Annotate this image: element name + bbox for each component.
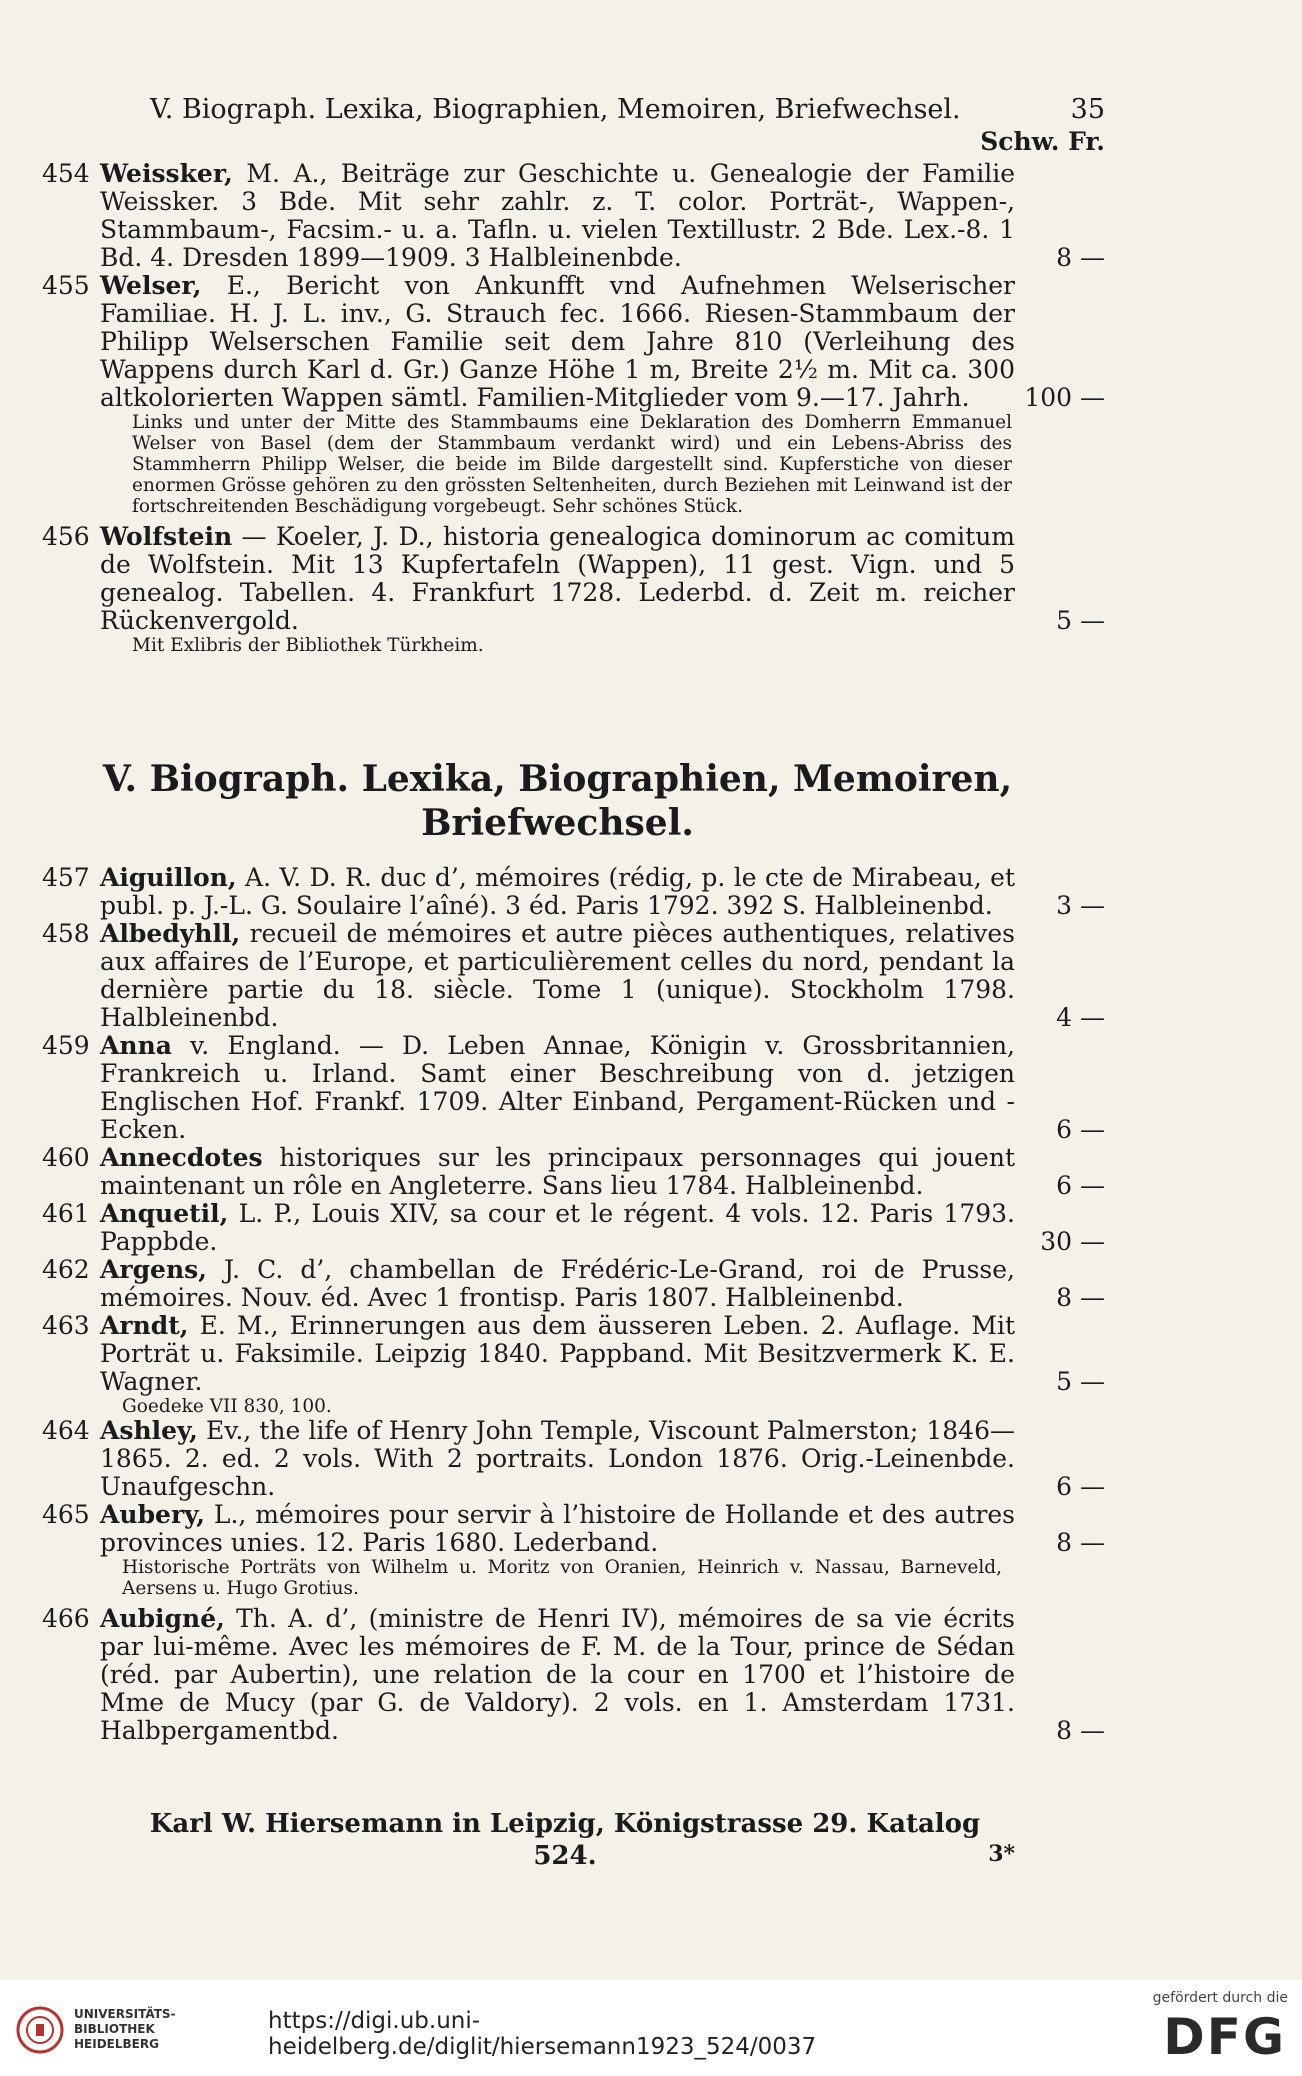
library-seal-icon [14, 2005, 66, 2055]
entry-text [100, 1032, 1015, 1144]
entry-text [100, 160, 1015, 272]
entry-note: Historische Porträts von Wilhelm u. Moritz von Oranien, Heinrich v. Nassau, Barneveld, Aersens u. Hugo Grotius. [122, 1557, 1002, 1599]
entry-description: L. P., Louis XIV, sa cour et le régent. 4 vols. 12. Paris 1793. Pappbde. [100, 1199, 1015, 1256]
entry-name: Aiguillon, [100, 863, 237, 892]
entry-description: Th. A. d’, (ministre de Henri IV), mémoires de sa vie écrits par lui-même. Avec les mémoires de F. M. de la Tour, prince de Sédan (réd. par Aubertin), une relation de la cour en 1700 et l’histoire de Mme de Mucy (par G. de Valdory). 2 vols. en 1. Amsterdam 1731. Halbpergamentbd. [100, 1604, 1015, 1745]
entries-after-section [0, 864, 1302, 1745]
catalog-entry [0, 864, 1302, 920]
entry-name: Annecdotes [100, 1143, 263, 1172]
catalog-entry [0, 272, 1302, 412]
catalog-entry [0, 523, 1302, 635]
lot-number: 466 [42, 1604, 90, 1633]
entry-price: 100 — [1024, 383, 1105, 412]
entry-description: recueil de mémoires et autre pièces authentiques, relatives aux affaires de l’Europe, et particulièrement celles du nord, pendant la dernière partie du 18. siècle. Tome 1 (unique). Stockholm 1798. Halbleinenbd. [100, 919, 1015, 1032]
sheet-signature: 3* [988, 1841, 1015, 1867]
entry-text [100, 1605, 1015, 1745]
entry-price: 8 — [1056, 1528, 1105, 1557]
entry-name: Anna [100, 1031, 172, 1060]
catalog-entry [0, 1605, 1302, 1745]
entry-description: E. M., Erinnerungen aus dem äusseren Leben. 2. Auflage. Mit Porträt u. Faksimile. Leipzig 1840. Pappband. Mit Besitzvermerk K. E. Wagner. [100, 1311, 1015, 1396]
entry-note: Mit Exlibris der Bibliothek Türkheim. [132, 635, 484, 656]
running-head-title: V. Biograph. Lexika, Biographien, Memoiren, Briefwechsel. [150, 94, 961, 125]
lot-number: 465 [42, 1500, 90, 1529]
catalog-entry [0, 1200, 1302, 1256]
entry-text [100, 523, 1015, 635]
entry-description: v. England. — D. Leben Annae, Königin v. Grossbritannien, Frankreich u. Irland. Samt einer Beschreibung von d. jetzigen Englischen Hof. Frankf. 1709. Alter Einband, Pergament-Rücken und -Ecken. [100, 1031, 1015, 1144]
entry-name: Aubigné, [100, 1604, 225, 1633]
entry-name: Argens, [100, 1255, 207, 1284]
entry-description: J. C. d’, chambellan de Frédéric-Le-Grand, roi de Prusse, mémoires. Nouv. éd. Avec 1 frontisp. Paris 1807. Halbleinenbd. [100, 1255, 1015, 1312]
entry-name: Wolfstein [100, 522, 233, 551]
entry-description: M. A., Beiträge zur Geschichte u. Genealogie der Familie Weissker. 3 Bde. Mit sehr zahlr. z. T. color. Porträt-, Wappen-, Stammbaum-, Facsim.- u. a. Tafln. u. vielen Textillustr. 2 Bde. Lex.-8. 1 Bd. 4. Dresden 1899—1909. 3 Halbleinenbde. [100, 159, 1015, 272]
library-name-line: HEIDELBERG [74, 2037, 159, 2051]
entry-text [100, 920, 1015, 1032]
funding-note: gefördert durch die [1152, 1990, 1288, 2006]
catalog-entry [0, 1312, 1302, 1396]
entry-price: 6 — [1056, 1472, 1105, 1501]
entry-description: — Koeler, J. D., historia genealogica dominorum ac comitum de Wolfstein. Mit 13 Kupfertafeln (Wappen), 11 gest. Vign. und 5 genealog. Tabellen. 4. Frankfurt 1728. Lederbd. d. Zeit m. reicher Rückenvergold. [100, 522, 1015, 635]
catalog-entry [0, 1501, 1302, 1557]
catalog-entry [0, 1417, 1302, 1501]
entry-note: Links und unter der Mitte des Stammbaums eine Deklaration des Domherrn Emmanuel Welser von Basel (dem der Stammbaum verdankt wird) und ein Lebens-Abriss des Stammherrn Philipp Welser, die beide im Bilde dargestellt sind. Kupferstiche von dieser enormen Grösse gehören zu den grössten Seltenheiten, durch Beziehen mit Leinwand ist der fortschreitenden Beschädigung vorgebeugt. Sehr schönes Stück. [132, 412, 1012, 517]
document-url[interactable]: https://digi.ub.uni-heidelberg.de/diglit/hiersemann1923_524/0037 [268, 2008, 817, 2060]
entry-price: 30 — [1040, 1227, 1105, 1256]
library-logo[interactable] [14, 2005, 184, 2055]
entry-name: Ashley, [100, 1416, 198, 1445]
entry-name: Welser, [100, 271, 202, 300]
entry-text [100, 1417, 1015, 1501]
section-heading: V. Biograph. Lexika, Biographien, Memoiren, Briefwechsel. [102, 758, 1013, 844]
entry-description: L., mémoires pour servir à l’histoire de Hollande et des autres provinces unies. 12. Paris 1680. Lederband. [100, 1500, 1015, 1557]
entry-description: historiques sur les principaux personnages qui jouent maintenant un rôle en Angleterre. Sans lieu 1784. Halbleinenbd. [100, 1143, 1015, 1200]
entry-price: 4 — [1056, 1003, 1105, 1032]
entry-note: Goedeke VII 830, 100. [122, 1396, 332, 1417]
entry-name: Weissker, [100, 159, 233, 188]
dfg-logo[interactable]: DFG [1163, 2008, 1286, 2066]
library-name [74, 2007, 184, 2052]
lot-number: 457 [42, 863, 90, 892]
lot-number: 461 [42, 1199, 90, 1228]
lot-number: 455 [42, 271, 90, 300]
entry-price: 5 — [1056, 606, 1105, 635]
entry-price: 6 — [1056, 1171, 1105, 1200]
entry-text [100, 1256, 1015, 1312]
entry-text [100, 1144, 1015, 1200]
catalog-entry [0, 1144, 1302, 1200]
library-name-line: BIBLIOTHEK [74, 2022, 155, 2036]
entry-price: 8 — [1056, 243, 1105, 272]
entry-text [100, 1312, 1015, 1396]
entry-description: E., Bericht von Ankunfft vnd Aufnehmen Welserischer Familiae. H. J. L. inv., G. Strauch fec. 1666. Riesen-Stammbaum der Philipp Welserschen Familie seit dem Jahre 810 (Verleihung des Wappens durch Karl d. Gr.) Ganze Höhe 1 m, Breite 2½ m. Mit ca. 300 altkolorierten Wappen sämtl. Familien-Mitglieder vom 9.—17. Jahrh. [100, 271, 1015, 412]
entry-description: Ev., the life of Henry John Temple, Viscount Palmerston; 1846—1865. 2. ed. 2 vols. With 2 portraits. London 1876. Orig.-Leinenbde. Unaufgeschn. [100, 1416, 1015, 1501]
entry-price: 3 — [1056, 891, 1105, 920]
currency-label: Schw. Fr. [980, 127, 1105, 156]
catalog-entry [0, 1256, 1302, 1312]
lot-number: 460 [42, 1143, 90, 1172]
entry-text [100, 864, 1015, 920]
lot-number: 456 [42, 522, 90, 551]
entry-text [100, 272, 1015, 412]
lot-number: 458 [42, 919, 90, 948]
entries-before-section [0, 160, 1302, 656]
lot-number: 464 [42, 1416, 90, 1445]
entry-price: 6 — [1056, 1115, 1105, 1144]
publisher-footer: Karl W. Hiersemann in Leipzig, Königstrasse 29. Katalog 524. [149, 1809, 981, 1871]
entry-price: 8 — [1056, 1283, 1105, 1312]
entry-name: Anquetil, [100, 1199, 229, 1228]
library-name-line: UNIVERSITÄTS- [74, 2007, 176, 2021]
catalog-entry [0, 1032, 1302, 1144]
entry-price: 5 — [1056, 1367, 1105, 1396]
entry-description: A. V. D. R. duc d’, mémoires (rédig, p. le cte de Mirabeau, et publ. p. J.-L. G. Soulaire l’aîné). 3 éd. Paris 1792. 392 S. Halbleinenbd. [100, 863, 1015, 920]
catalog-entry [0, 160, 1302, 272]
entry-name: Albedyhll, [100, 919, 241, 948]
lot-number: 454 [42, 159, 90, 188]
entry-price: 8 — [1056, 1716, 1105, 1745]
page-number: 35 [1070, 94, 1105, 125]
lot-number: 463 [42, 1311, 90, 1340]
catalog-entry [0, 920, 1302, 1032]
entry-name: Arndt, [100, 1311, 189, 1340]
entry-name: Aubery, [100, 1500, 205, 1529]
lot-number: 459 [42, 1031, 90, 1060]
entry-text [100, 1501, 1015, 1557]
lot-number: 462 [42, 1255, 90, 1284]
entry-text [100, 1200, 1015, 1256]
